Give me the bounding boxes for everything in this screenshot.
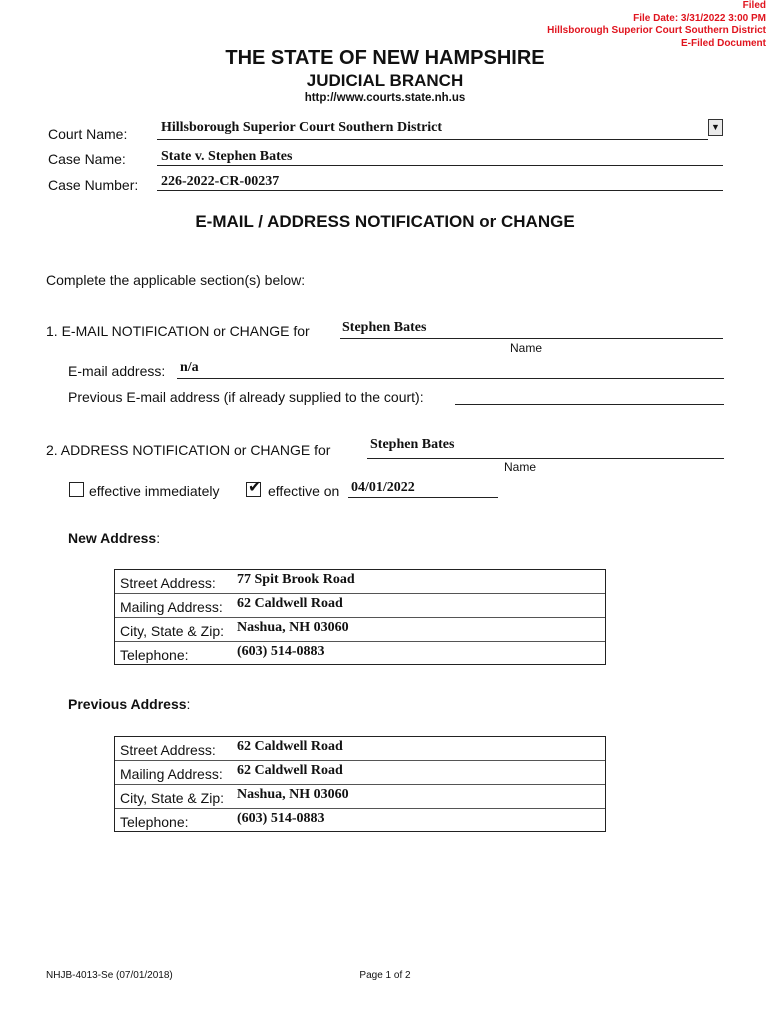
- prev-street-label: Street Address:: [120, 742, 216, 758]
- previous-email-line: [455, 404, 724, 405]
- prev-phone-label: Telephone:: [120, 814, 189, 830]
- new-city-value[interactable]: Nashua, NH 03060: [237, 620, 349, 635]
- instructions: Complete the applicable section(s) below:: [46, 272, 306, 288]
- new-street-value[interactable]: 77 Spit Brook Road: [237, 572, 355, 587]
- court-name-line: [157, 139, 708, 140]
- new-street-row: [115, 570, 605, 594]
- previous-address-label: Previous Address: [68, 696, 187, 712]
- email-section-name[interactable]: Stephen Bates: [342, 320, 427, 335]
- court-url: http://www.courts.state.nh.us: [304, 92, 466, 104]
- effective-date-line: [348, 497, 498, 498]
- effective-immediately-checkbox[interactable]: [69, 482, 84, 497]
- prev-phone-row: [115, 809, 605, 833]
- branch-title: JUDICIAL BRANCH: [306, 71, 464, 90]
- case-number-value[interactable]: 226-2022-CR-00237: [161, 174, 280, 189]
- address-section-name-line: [367, 458, 724, 459]
- checkmark-icon: ✔: [248, 479, 262, 496]
- email-section-name-line: [340, 338, 723, 339]
- new-mailing-label: Mailing Address:: [120, 599, 223, 615]
- court-dropdown-button[interactable]: [708, 119, 723, 136]
- new-address-table: [114, 569, 606, 665]
- new-phone-value[interactable]: (603) 514-0883: [237, 644, 325, 659]
- prev-street-value[interactable]: 62 Caldwell Road: [237, 739, 343, 754]
- stamp-file-date: File Date: 3/31/2022 3:00 PM: [633, 12, 766, 24]
- prev-city-row: [115, 785, 605, 809]
- previous-address-colon: :: [186, 696, 191, 712]
- prev-street-row: [115, 737, 605, 761]
- stamp-court: Hillsborough Superior Court Southern District: [547, 25, 766, 36]
- case-name-line: [157, 165, 723, 166]
- new-city-row: [115, 618, 605, 642]
- address-name-caption: Name: [504, 460, 537, 474]
- stamp-filed: Filed: [742, 0, 766, 11]
- effective-immediately-label: effective immediately: [89, 483, 220, 499]
- filing-stamp: [547, 0, 766, 50]
- form-id: NHJB-4013-Se (07/01/2018): [46, 970, 173, 981]
- case-number-line: [157, 190, 723, 191]
- stamp-efiled: E-Filed Document: [680, 37, 766, 49]
- prev-mailing-label: Mailing Address:: [120, 766, 223, 782]
- new-city-label: City, State & Zip:: [120, 623, 224, 639]
- address-section-heading: 2. ADDRESS NOTIFICATION or CHANGE for: [46, 442, 331, 458]
- previous-address-heading: [68, 696, 190, 712]
- state-title: THE STATE OF NEW HAMPSHIRE: [225, 47, 545, 69]
- previous-email-label: Previous E-mail address (if already supplied to the court):: [68, 389, 424, 405]
- prev-mailing-value[interactable]: 62 Caldwell Road: [237, 763, 343, 778]
- effective-date-value[interactable]: 04/01/2022: [351, 480, 415, 495]
- email-name-caption: Name: [510, 341, 543, 355]
- prev-mailing-row: [115, 761, 605, 785]
- new-street-label: Street Address:: [120, 575, 216, 591]
- court-name-value[interactable]: Hillsborough Superior Court Southern District: [161, 120, 443, 135]
- email-line: [177, 378, 724, 379]
- new-address-heading: [68, 530, 160, 546]
- court-name-label: Court Name:: [48, 126, 128, 142]
- effective-on-checkbox[interactable]: [246, 479, 262, 497]
- email-value[interactable]: n/a: [180, 360, 199, 375]
- chevron-down-icon: ▼: [711, 122, 720, 132]
- case-name-label: Case Name:: [48, 151, 126, 167]
- new-address-colon: :: [156, 530, 161, 546]
- prev-city-value[interactable]: Nashua, NH 03060: [237, 787, 349, 802]
- case-number-label: Case Number:: [48, 177, 139, 193]
- case-name-value[interactable]: State v. Stephen Bates: [161, 149, 293, 164]
- previous-address-table: [114, 736, 606, 832]
- email-section-heading: 1. E-MAIL NOTIFICATION or CHANGE for: [46, 323, 310, 339]
- new-address-label: New Address: [68, 530, 157, 546]
- prev-phone-value[interactable]: (603) 514-0883: [237, 811, 325, 826]
- new-mailing-row: [115, 594, 605, 618]
- address-section-name[interactable]: Stephen Bates: [370, 437, 455, 452]
- new-phone-label: Telephone:: [120, 647, 189, 663]
- new-mailing-value[interactable]: 62 Caldwell Road: [237, 596, 343, 611]
- prev-city-label: City, State & Zip:: [120, 790, 224, 806]
- new-phone-row: [115, 642, 605, 666]
- email-label: E-mail address:: [68, 363, 166, 379]
- form-title: E-MAIL / ADDRESS NOTIFICATION or CHANGE: [195, 212, 575, 231]
- effective-on-label: effective on: [268, 483, 340, 499]
- page-number: Page 1 of 2: [359, 970, 411, 981]
